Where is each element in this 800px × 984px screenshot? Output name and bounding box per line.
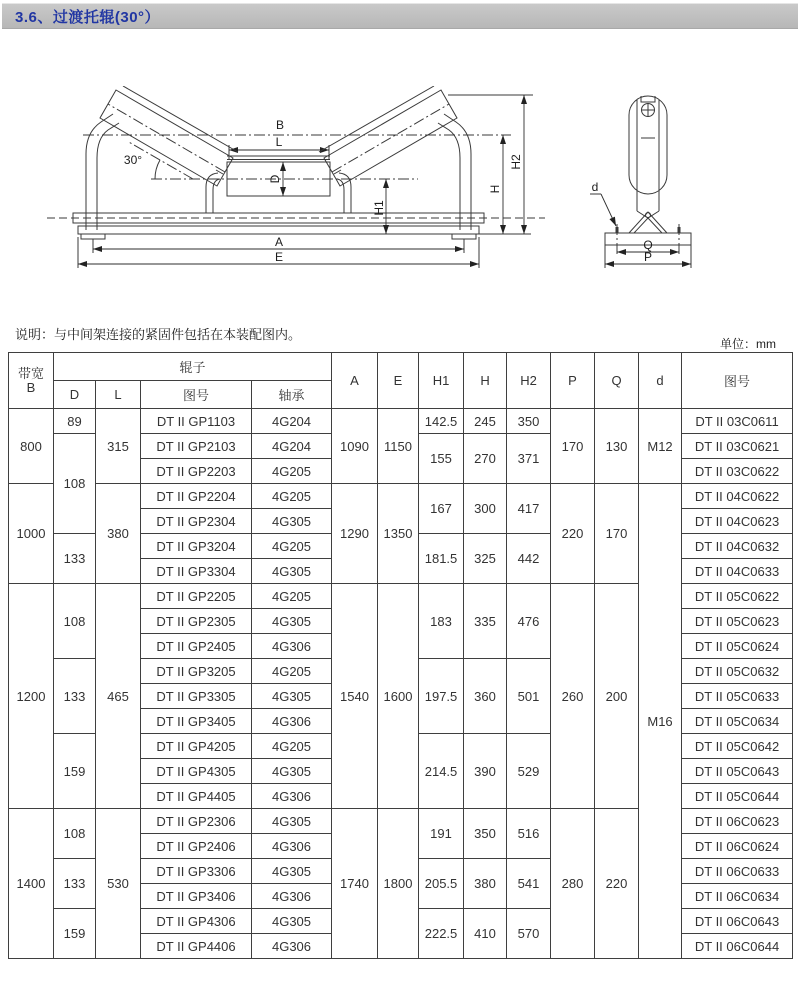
- table-cell: DT II 05C0623: [682, 609, 793, 634]
- dim-label-Q: Q: [643, 238, 653, 252]
- table-cell: DT II GP3205: [141, 659, 252, 684]
- col-header-H1: H1: [419, 353, 464, 409]
- col-header-belt-width: [9, 353, 54, 409]
- table-cell: 315: [96, 409, 141, 484]
- col-header-roller-L: L: [96, 381, 141, 409]
- dim-label-L: L: [275, 135, 283, 149]
- table-cell: 133: [54, 859, 96, 909]
- table-cell: DT II GP2406: [141, 834, 252, 859]
- table-cell: 360: [464, 659, 507, 734]
- table-cell: 4G204: [252, 434, 332, 459]
- table-cell: DT II 05C0622: [682, 584, 793, 609]
- table-cell: 197.5: [419, 659, 464, 734]
- table-cell: 1150: [378, 409, 419, 484]
- table-cell: DT II GP2306: [141, 809, 252, 834]
- table-cell: DT II GP4406: [141, 934, 252, 959]
- table-cell: 380: [464, 859, 507, 909]
- table-cell: 390: [464, 734, 507, 809]
- table-cell: DT II 05C0643: [682, 759, 793, 784]
- table-cell: 516: [507, 809, 551, 859]
- table-cell: 4G305: [252, 759, 332, 784]
- table-cell: DT II GP2305: [141, 609, 252, 634]
- dim-label-B: B: [275, 118, 285, 132]
- col-header-roller-figure-no: 图号: [141, 381, 252, 409]
- table-cell: DT II 04C0622: [682, 484, 793, 509]
- table-cell: DT II 03C0611: [682, 409, 793, 434]
- table-cell: 4G306: [252, 934, 332, 959]
- table-cell: DT II 04C0623: [682, 509, 793, 534]
- table-cell: DT II 06C0634: [682, 884, 793, 909]
- table-cell: 541: [507, 859, 551, 909]
- table-cell: 191: [419, 809, 464, 859]
- table-cell: 167: [419, 484, 464, 534]
- table-cell: 222.5: [419, 909, 464, 959]
- table-cell: DT II 05C0634: [682, 709, 793, 734]
- table-cell: 570: [507, 909, 551, 959]
- table-cell: DT II 04C0632: [682, 534, 793, 559]
- table-cell: 183: [419, 584, 464, 659]
- col-header-Q: Q: [595, 353, 639, 409]
- col-header-belt-width-line2: B: [26, 379, 36, 395]
- table-cell: 4G305: [252, 909, 332, 934]
- table-cell: DT II 06C0644: [682, 934, 793, 959]
- dim-label-H1: H1: [372, 200, 386, 216]
- dim-label-D: D: [268, 174, 282, 184]
- table-cell: 4G305: [252, 809, 332, 834]
- table-cell: 4G205: [252, 584, 332, 609]
- table-cell: 270: [464, 434, 507, 484]
- table-cell: 1540: [332, 584, 378, 809]
- table-cell: 371: [507, 434, 551, 484]
- col-header-H2: H2: [507, 353, 551, 409]
- table-cell: 4G305: [252, 859, 332, 884]
- table-cell: 4G205: [252, 459, 332, 484]
- section-title-bar: [2, 3, 798, 29]
- spec-table-body: [9, 409, 793, 959]
- table-cell: 214.5: [419, 734, 464, 809]
- col-header-roller-group: 辊子: [54, 353, 332, 381]
- table-cell: 170: [551, 409, 595, 484]
- table-cell: 170: [595, 484, 639, 584]
- table-cell: DT II 06C0623: [682, 809, 793, 834]
- table-cell: 442: [507, 534, 551, 584]
- table-cell: 130: [595, 409, 639, 484]
- table-cell: 1000: [9, 484, 54, 584]
- col-header-belt-width-line1: 带宽: [17, 365, 44, 381]
- table-cell: 108: [54, 809, 96, 859]
- table-cell: 181.5: [419, 534, 464, 584]
- dim-label-d: d: [591, 180, 599, 194]
- table-cell: 476: [507, 584, 551, 659]
- table-cell: 159: [54, 734, 96, 809]
- table-cell: DT II GP2405: [141, 634, 252, 659]
- table-cell: DT II GP4306: [141, 909, 252, 934]
- col-header-roller-bearing: 轴承: [252, 381, 332, 409]
- table-cell: 4G306: [252, 784, 332, 809]
- table-cell: DT II GP3305: [141, 684, 252, 709]
- col-header-figure-no: 图号: [682, 353, 793, 409]
- table-row: [9, 484, 793, 509]
- table-cell: DT II GP1103: [141, 409, 252, 434]
- table-cell: DT II GP2103: [141, 434, 252, 459]
- table-cell: DT II 05C0633: [682, 684, 793, 709]
- table-cell: 4G204: [252, 409, 332, 434]
- dim-label-E: E: [274, 250, 284, 264]
- table-cell: M16: [639, 484, 682, 959]
- unit-label: 单位：mm: [720, 337, 776, 351]
- table-cell: 260: [551, 584, 595, 809]
- col-header-A: A: [332, 353, 378, 409]
- table-cell: 4G305: [252, 509, 332, 534]
- dim-label-A: A: [274, 235, 284, 249]
- table-cell: DT II GP4305: [141, 759, 252, 784]
- col-header-E: E: [378, 353, 419, 409]
- table-cell: 155: [419, 434, 464, 484]
- table-cell: 335: [464, 584, 507, 659]
- section-title: 3.6、过渡托辊(30°）: [15, 8, 161, 26]
- table-cell: 4G205: [252, 484, 332, 509]
- dim-label-H: H: [488, 184, 502, 194]
- table-cell: 4G306: [252, 634, 332, 659]
- table-cell: DT II 05C0644: [682, 784, 793, 809]
- table-cell: DT II GP2205: [141, 584, 252, 609]
- spec-table-header: [9, 353, 793, 409]
- table-cell: 1400: [9, 809, 54, 959]
- table-cell: 465: [96, 584, 141, 809]
- dim-label-angle: 30°: [123, 153, 143, 167]
- roller-side-view-diagram: [585, 86, 790, 278]
- table-cell: 410: [464, 909, 507, 959]
- col-header-H: H: [464, 353, 507, 409]
- assembly-front-view-diagram: [33, 86, 565, 278]
- table-cell: 1600: [378, 584, 419, 809]
- table-cell: 325: [464, 534, 507, 584]
- table-cell: 220: [595, 809, 639, 959]
- spec-table: [8, 352, 793, 959]
- table-cell: 4G305: [252, 609, 332, 634]
- table-cell: 108: [54, 434, 96, 534]
- table-cell: 1350: [378, 484, 419, 584]
- table-cell: DT II 06C0633: [682, 859, 793, 884]
- table-cell: 530: [96, 809, 141, 959]
- table-cell: 1200: [9, 584, 54, 809]
- table-cell: 1740: [332, 809, 378, 959]
- table-cell: 350: [464, 809, 507, 859]
- col-header-P: P: [551, 353, 595, 409]
- table-cell: 4G305: [252, 559, 332, 584]
- table-cell: 142.5: [419, 409, 464, 434]
- table-cell: DT II 05C0624: [682, 634, 793, 659]
- table-cell: DT II GP3306: [141, 859, 252, 884]
- table-cell: 4G306: [252, 834, 332, 859]
- table-cell: DT II 05C0642: [682, 734, 793, 759]
- table-cell: 4G205: [252, 659, 332, 684]
- table-cell: DT II GP2203: [141, 459, 252, 484]
- table-cell: 350: [507, 409, 551, 434]
- table-cell: 300: [464, 484, 507, 534]
- table-cell: DT II GP4205: [141, 734, 252, 759]
- table-cell: DT II 05C0632: [682, 659, 793, 684]
- table-cell: 1800: [378, 809, 419, 959]
- table-cell: 4G306: [252, 709, 332, 734]
- table-cell: 417: [507, 484, 551, 534]
- table-cell: 205.5: [419, 859, 464, 909]
- table-cell: 245: [464, 409, 507, 434]
- dim-label-P: P: [643, 250, 653, 264]
- table-cell: 800: [9, 409, 54, 484]
- table-cell: 529: [507, 734, 551, 809]
- table-cell: DT II GP3406: [141, 884, 252, 909]
- table-cell: 89: [54, 409, 96, 434]
- table-cell: 159: [54, 909, 96, 959]
- table-cell: 200: [595, 584, 639, 809]
- table-cell: 4G205: [252, 534, 332, 559]
- table-cell: DT II 04C0633: [682, 559, 793, 584]
- table-cell: DT II GP2204: [141, 484, 252, 509]
- table-cell: DT II GP3204: [141, 534, 252, 559]
- col-header-roller-D: D: [54, 381, 96, 409]
- table-cell: 133: [54, 659, 96, 734]
- table-cell: 108: [54, 584, 96, 659]
- table-cell: DT II 06C0643: [682, 909, 793, 934]
- assembly-note: 说明：与中间架连接的紧固件包括在本装配图内。: [15, 327, 302, 342]
- table-cell: 501: [507, 659, 551, 734]
- table-cell: DT II GP2304: [141, 509, 252, 534]
- table-cell: DT II GP3405: [141, 709, 252, 734]
- table-cell: DT II 06C0624: [682, 834, 793, 859]
- dim-label-H2: H2: [509, 154, 523, 170]
- col-header-d: d: [639, 353, 682, 409]
- table-cell: M12: [639, 409, 682, 484]
- table-cell: 4G205: [252, 734, 332, 759]
- table-cell: DT II 03C0621: [682, 434, 793, 459]
- table-cell: DT II 03C0622: [682, 459, 793, 484]
- table-cell: 1090: [332, 409, 378, 484]
- table-row: [9, 409, 793, 434]
- table-cell: 380: [96, 484, 141, 584]
- table-cell: 133: [54, 534, 96, 584]
- table-cell: 220: [551, 484, 595, 584]
- table-cell: 1290: [332, 484, 378, 584]
- table-cell: 4G306: [252, 884, 332, 909]
- table-cell: DT II GP3304: [141, 559, 252, 584]
- table-cell: DT II GP4405: [141, 784, 252, 809]
- table-cell: 4G305: [252, 684, 332, 709]
- table-cell: 280: [551, 809, 595, 959]
